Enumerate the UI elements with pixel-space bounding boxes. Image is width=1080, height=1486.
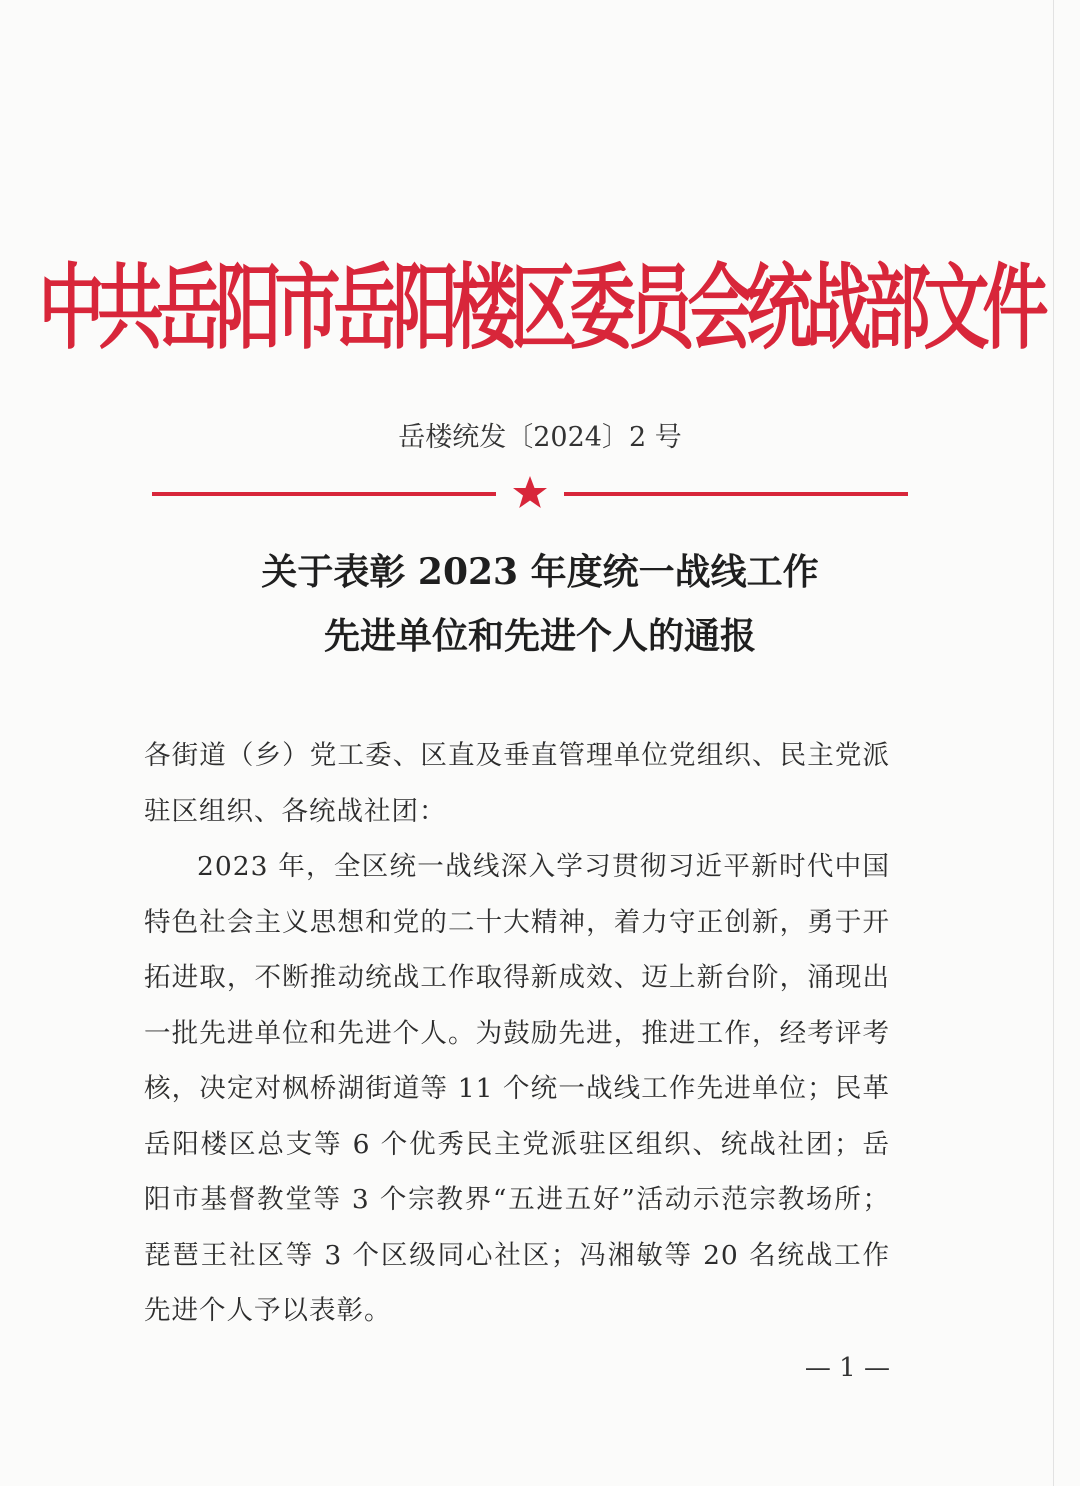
salutation: 各街道（乡）党工委、区直及垂直管理单位党组织、民主党派驻区组织、各统战社团： [144, 740, 890, 827]
red-divider [152, 474, 908, 514]
red-star-icon [513, 476, 547, 508]
document-body [144, 728, 890, 1339]
divider-line-left [152, 492, 496, 496]
document-number: 岳楼统发〔2024〕2 号 [398, 422, 682, 453]
page-edge-line [1053, 0, 1054, 1486]
notice-title-line-1: 关于表彰 2023 年度统一战线工作 [261, 551, 819, 593]
notice-title-line-2: 先进单位和先进个人的通报 [323, 615, 756, 657]
page-number: — 1 — [804, 1353, 890, 1383]
document-header-title: 中共岳阳市岳阳楼区委员会统战部文件 [38, 254, 1042, 363]
body-paragraph: 2023 年，全区统一战线深入学习贯彻习近平新时代中国特色社会主义思想和党的二十大精神，着力守正创新，勇于开拓进取，不断推动统战工作取得新成效、迈上新台阶，涌现出一批先进单位和先进个人。为鼓励先进，推进工作，经考评考核，决定对枫桥湖街道等 11 个统一战线工作先进单位；民革岳阳楼区总支等 6 个优秀民主党派驻区组织、统战社团；岳阳市基督教堂等 3 个宗教界“五进五好”活动示范宗教场所；琵琶王社区等 3 个区级同心社区；冯湘敏等 20 名统战工作先进个人予以表彰。 [144, 851, 890, 1326]
divider-line-right [564, 492, 908, 496]
